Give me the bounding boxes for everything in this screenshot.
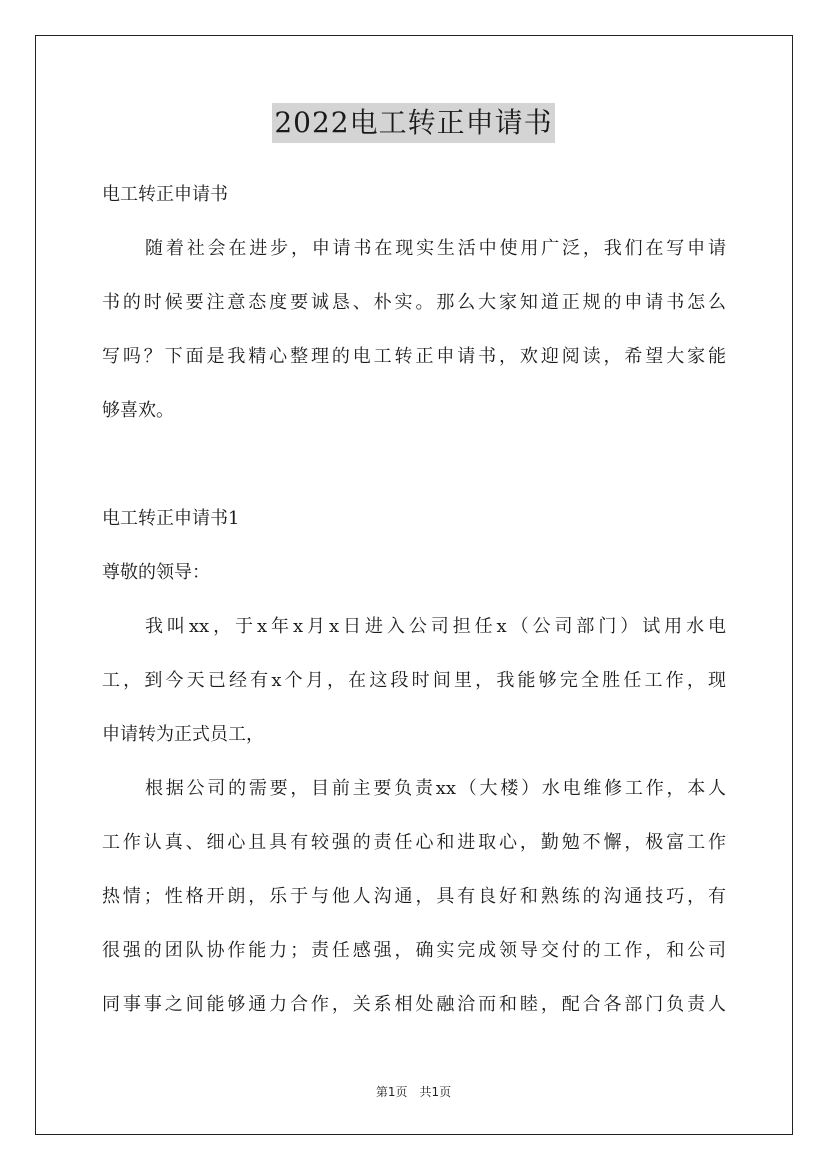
intro-line: 够喜欢。 [102, 400, 174, 421]
subheading: 电工转正申请书 [102, 184, 228, 205]
paragraph-line: 同事事之间能够通力合作，关系相处融洽而和睦，配合各部门负责人 [102, 994, 726, 1015]
paragraph-line: 工作认真、细心且具有较强的责任心和进取心，勤勉不懈，极富工作 [102, 832, 726, 853]
section-heading: 电工转正申请书1 [102, 508, 240, 529]
paragraph-line: 申请转为正式员工， [102, 724, 264, 745]
paragraph-line: 根据公司的需要，目前主要负责xx（大楼）水电维修工作，本人 [145, 778, 726, 799]
paragraph-line: 很强的团队协作能力；责任感强，确实完成领导交付的工作，和公司 [102, 940, 726, 961]
paragraph-gap [102, 438, 726, 492]
paragraph-line: 工，到今天已经有x个月，在这段时间里，我能够完全胜任工作，现 [102, 670, 726, 691]
page-footer: 第1页 共1页 [375, 1085, 452, 1099]
intro-line: 书的时候要注意态度要诚恳、朴实。那么大家知道正规的申请书怎么 [102, 292, 726, 313]
intro-line: 写吗？下面是我精心整理的电工转正申请书，欢迎阅读，希望大家能 [102, 346, 726, 367]
intro-line: 随着社会在进步，申请书在现实生活中使用广泛，我们在写申请 [145, 238, 726, 259]
document-body [102, 168, 726, 1032]
paragraph-line: 我叫xx，于x年x月x日进入公司担任x（公司部门）试用水电 [145, 616, 726, 637]
paragraph-line: 热情；性格开朗，乐于与他人沟通，具有良好和熟练的沟通技巧，有 [102, 886, 726, 907]
document-title: 2022电工转正申请书 [272, 103, 554, 143]
salutation: 尊敬的领导： [102, 562, 210, 583]
title-container [0, 103, 827, 143]
